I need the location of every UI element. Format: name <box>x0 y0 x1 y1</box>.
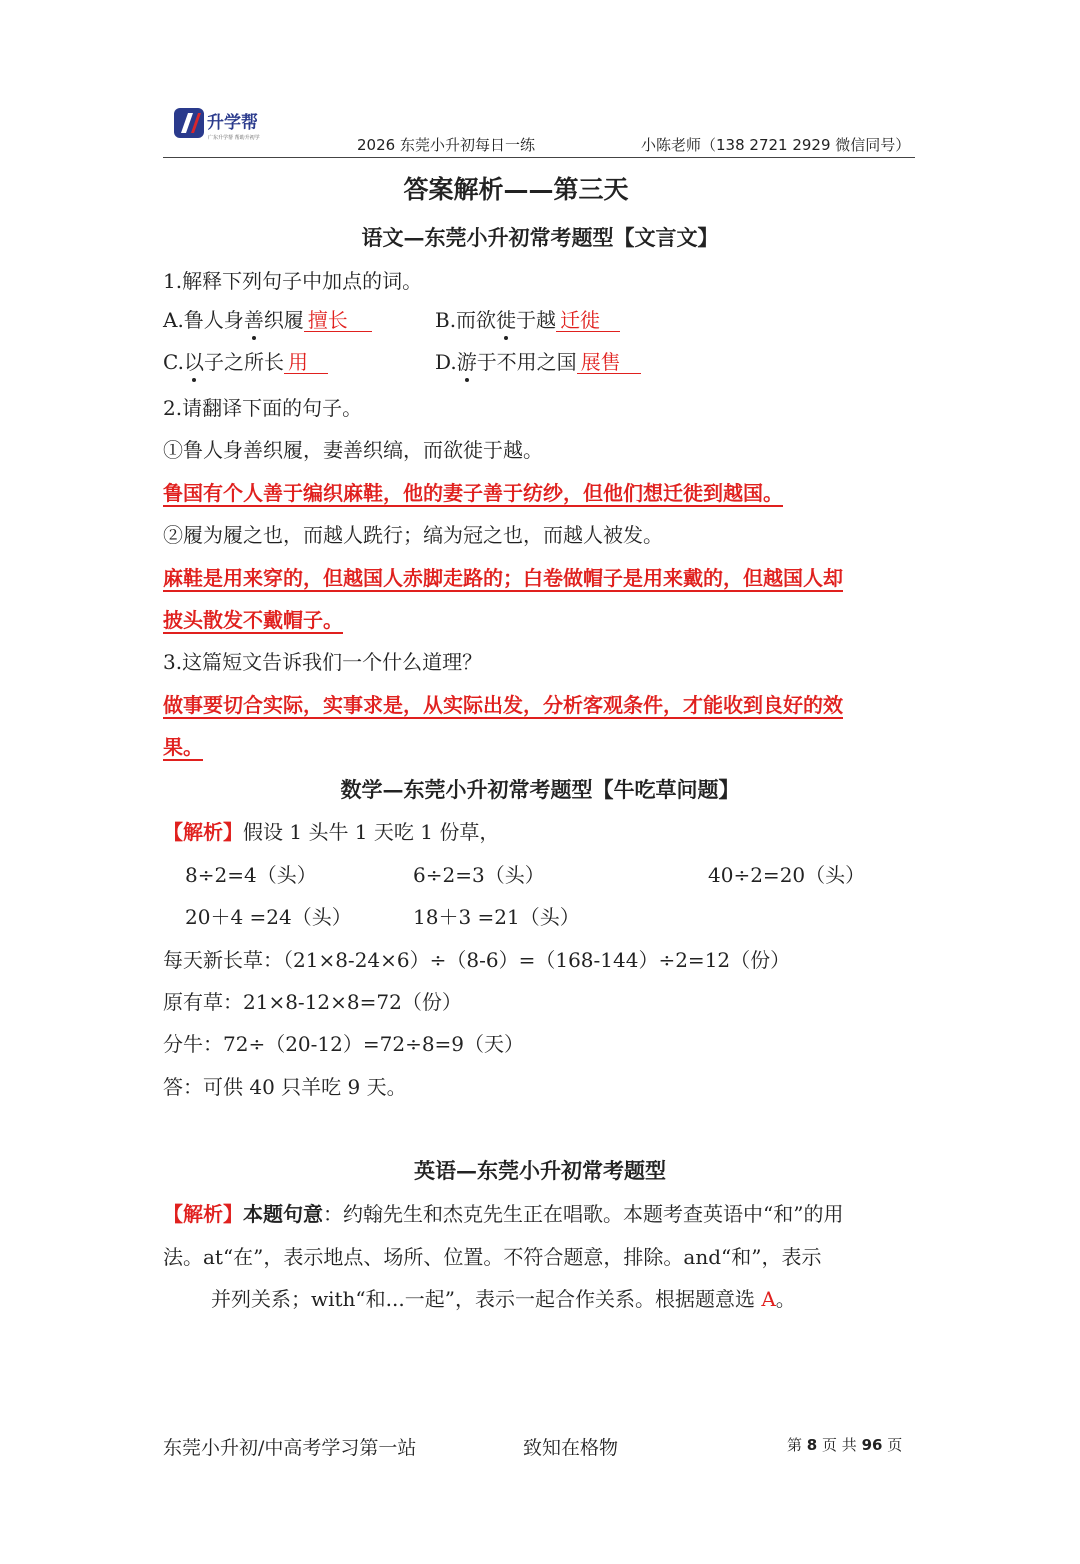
english-line3-pre: 并列关系；with“和...一起”，表示一起合作关系。根据题意选 <box>211 1287 762 1311</box>
q1-a-pre: A.鲁人身 <box>163 308 244 332</box>
header-center-text: 2026 东莞小升初每日一练 <box>357 136 535 154</box>
math-row2-col1: 20＋4 =24（头） <box>185 905 352 929</box>
q1-b-pre: B.而欲 <box>435 308 497 332</box>
q1-d-post: 于不用之国 <box>476 350 577 374</box>
q1-item-d <box>435 346 641 375</box>
english-line1-rest: ：约翰先生和杰克先生正在唱歌。本题考查英语中“和”的用 <box>323 1202 844 1226</box>
english-line3 <box>211 1283 796 1312</box>
q2-prompt: 2.请翻译下面的句子。 <box>163 396 363 420</box>
q2-sentence-1: ①鲁人身善织履，妻善织缟，而欲徙于越。 <box>163 438 543 462</box>
math-analysis-tag: 【解析】 <box>163 820 243 844</box>
logo-text: 升学帮 <box>207 113 258 133</box>
math-intro-text: 假设 1 头牛 1 天吃 1 份草， <box>243 820 500 844</box>
english-line2: 法。at“在”，表示地点、场所、位置。不符合题意，排除。and“和”，表示 <box>163 1245 822 1269</box>
math-row1-col2: 6÷2=3（头） <box>413 863 545 887</box>
english-line3-post: 。 <box>775 1287 796 1311</box>
q1-a-dotted-word: 善 <box>244 304 264 333</box>
math-original-grass-line: 原有草：21×8-12×8=72（份） <box>163 990 462 1014</box>
q1-item-b <box>435 304 620 333</box>
english-analysis-tag: 【解析】 <box>163 1202 243 1226</box>
q1-b-dotted-word: 徙 <box>496 304 516 333</box>
english-chosen-option: A <box>761 1287 776 1311</box>
math-row1-col1: 8÷2=4（头） <box>185 863 317 887</box>
math-split-line: 分牛：72÷（20-12）=72÷8=9（天） <box>163 1032 525 1056</box>
logo-subtext: 广东升学帮 帮助升初学 <box>208 135 260 141</box>
q1-item-a <box>163 304 372 333</box>
math-new-grass-line: 每天新长草：（21×8-24×6）÷（8-6）=（168-144）÷2=12（份） <box>163 948 791 972</box>
chinese-section-title: 语文—东莞小升初常考题型【文言文】 <box>361 225 719 250</box>
q1-c-dotted-word: 以 <box>184 346 204 375</box>
total-pages: 96 <box>861 1436 883 1454</box>
q1-d-dotted-word: 游 <box>457 346 477 375</box>
q1-d-pre: D. <box>435 350 457 374</box>
footer-left: 东莞小升初/中高考学习第一站 <box>163 1437 417 1459</box>
logo <box>172 106 272 142</box>
q1-c-pre: C. <box>163 350 184 374</box>
english-line1 <box>163 1198 843 1227</box>
q1-d-answer: 展售 <box>577 351 641 374</box>
q1-a-answer: 擅长 <box>304 309 372 332</box>
q1-c-post: 子之所长 <box>203 350 284 374</box>
q2-answer-2-line1: 麻鞋是用来穿的，但越国人赤脚走路的；白卷做帽子是用来戴的，但越国人却 <box>163 566 843 590</box>
math-answer: 答：可供 40 只羊吃 9 天。 <box>163 1075 407 1099</box>
math-row2-col2: 18＋3 =21（头） <box>413 905 580 929</box>
page-label-mid: 页 共 <box>822 1436 857 1454</box>
q3-answer-line2: 果。 <box>163 735 203 759</box>
footer-page-number <box>787 1434 902 1455</box>
math-section-title: 数学—东莞小升初常考题型【牛吃草问题】 <box>340 777 740 802</box>
page-label-post: 页 <box>887 1436 903 1454</box>
math-row1-col3: 40÷2=20（头） <box>708 863 866 887</box>
footer-motto: 致知在格物 <box>523 1437 619 1459</box>
q2-answer-2-line2: 披头散发不戴帽子。 <box>163 608 343 632</box>
page-title: 答案解析——第三天 <box>403 175 629 204</box>
q1-item-c <box>163 346 328 375</box>
q1-a-post: 织履 <box>263 308 304 332</box>
english-section-title: 英语—东莞小升初常考题型 <box>414 1158 666 1183</box>
q3-answer-line1: 做事要切合实际，实事求是，从实际出发，分析客观条件，才能收到良好的效 <box>163 693 843 717</box>
q3-prompt: 3.这篇短文告诉我们一个什么道理？ <box>163 650 483 674</box>
english-lead: 本题句意 <box>243 1202 323 1226</box>
q1-prompt: 1.解释下列句子中加点的词。 <box>163 269 423 293</box>
header-teacher-contact: 小陈老师（138 2721 2929 微信同号） <box>641 136 911 154</box>
math-intro <box>163 816 499 845</box>
current-page: 8 <box>806 1436 818 1454</box>
q2-answer-1: 鲁国有个人善于编织麻鞋，他的妻子善于纺纱，但他们想迁徙到越国。 <box>163 481 783 505</box>
q1-c-answer: 用 <box>284 351 328 374</box>
q1-b-answer: 迁徙 <box>556 309 620 332</box>
page-label-pre: 第 <box>787 1436 803 1454</box>
header-divider <box>163 157 915 158</box>
q2-sentence-2: ②履为履之也，而越人跣行；缟为冠之也，而越人被发。 <box>163 523 663 547</box>
q1-b-post: 于越 <box>516 308 557 332</box>
